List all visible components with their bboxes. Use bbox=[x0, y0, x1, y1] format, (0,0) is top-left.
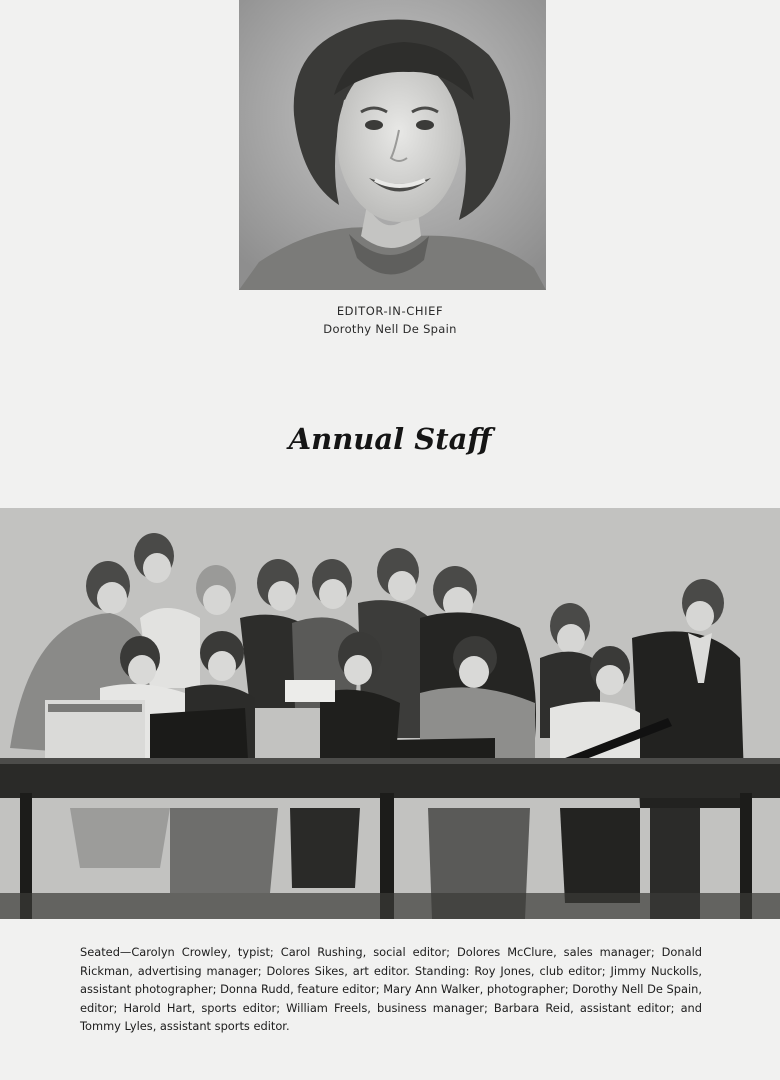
portrait-role-caption: EDITOR-IN-CHIEF bbox=[336, 304, 444, 318]
portrait-illustration bbox=[239, 0, 546, 290]
group-photo-illustration bbox=[0, 508, 780, 919]
editor-portrait-photo bbox=[239, 0, 546, 290]
portrait-name-caption: Dorothy Nell De Spain bbox=[323, 322, 457, 336]
annual-staff-group-photo bbox=[0, 508, 780, 919]
staff-list-caption: Seated—Carolyn Crowley, typist; Carol Rushing, social editor; Dolores McClure, sales manager; Donald Rickman, advertising manager; Dolores Sikes, art editor. Standing: Roy Jones, club editor; Jimmy Nuckolls, assistant photographer; Donna Rudd, feature editor; Mary Ann Walker, photographer; Dorothy Nell De Spain, editor; Harold Hart, sports editor; William Freels, business manager; Barbara Reid, assistant editor; and Tommy Lyles, assistant sports editor. bbox=[80, 945, 702, 1034]
page-title: Annual Staff bbox=[288, 422, 492, 456]
